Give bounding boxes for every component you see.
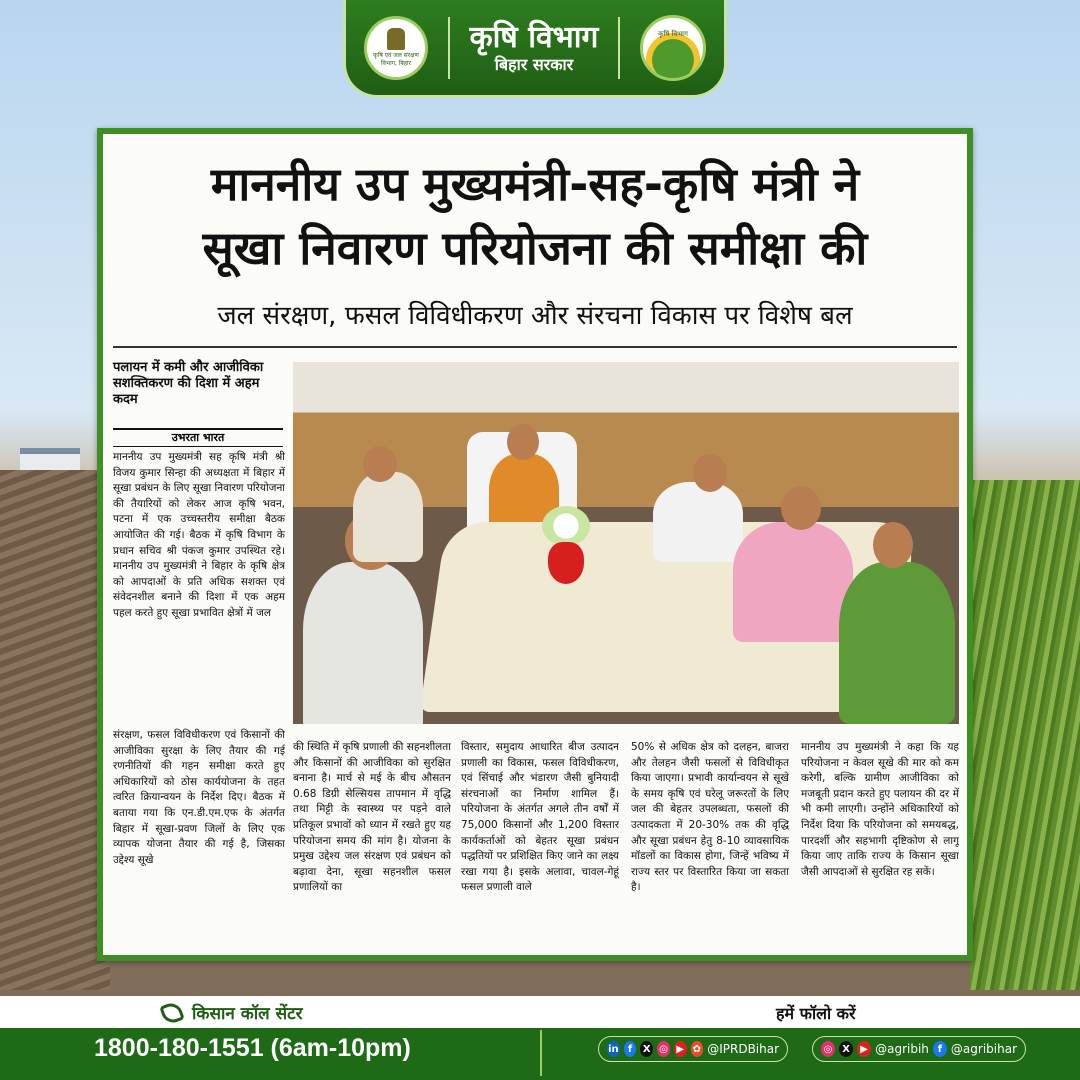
photo-person — [303, 562, 423, 724]
call-center-label — [162, 1001, 303, 1024]
iprd-handle[interactable]: @IPRDBihar — [707, 1042, 780, 1056]
headline-line-2: सूखा निवारण परियोजना की समीक्षा की — [202, 221, 868, 275]
ashoka-emblem-icon — [387, 28, 405, 50]
article-column-1-top: माननीय उप मुख्यमंत्री सह कृषि मंत्री श्री विजय कुमार सिन्हा की अध्यक्षता में बिहार में सूखा प्रबंधन के लिए सूखा निवारण परियोजना की तैयारियों को लेकर आज कृषि भवन, पटना में एक उच्चस्तरीय समीक्षा बैठक आयोजित की गई। बैठक में कृषि विभाग के प्रधान सचिव श्री पंकज कुमार उपस्थित रहे। माननीय उप मुख्यमंत्री ने बिहार के कृषि क्षेत्र को आपदाओं के प्रति अधिक सशक्त एवं संवेदनशील बनाने की दिशा में एक अहम पहल करते हुए सूखा प्रभावित क्षेत्रों में जल — [113, 451, 285, 619]
background-field-right — [970, 480, 1080, 990]
footer-divider — [540, 1030, 542, 1076]
department-emblem-logo — [364, 16, 428, 80]
background-house — [20, 448, 80, 472]
x-twitter-icon[interactable]: X — [640, 1041, 653, 1057]
article-column-2: की स्थिति में कृषि प्रणाली की सहनशीलता और किसानों की आजीविका को सुरक्षित बनाना है। मार्च से मई के बीच औसतन 0.68 डिग्री सेल्सियस तापमान में वृद्धि तथा मिट्टी के स्वास्थ्य पर पड़ने वाले प्रतिकूल प्रभावों को ध्यान में रखते हुए यह परियोजना समय की मांग है। योजना के प्रमुख उद्देश्य जल संरक्षण एवं प्रबंधन को बढ़ावा देना, सूखा सहनशील फसल प्रणालियों का — [293, 741, 451, 894]
photo-head — [873, 522, 913, 568]
header-divider — [618, 17, 620, 79]
article-subheadline: जल संरक्षण, फसल विविधीकरण और संरचना विकास पर विशेष बल — [217, 301, 853, 331]
newspaper-clipping — [97, 128, 973, 961]
social-links-iprd — [598, 1036, 788, 1062]
photo-person — [653, 482, 743, 562]
youtube-icon[interactable]: ▶ — [857, 1041, 871, 1057]
meeting-photo — [293, 362, 959, 724]
social-links-agri — [812, 1036, 1026, 1062]
source-label: उभरता भारत — [113, 428, 283, 447]
photo-person — [839, 562, 955, 724]
article-column-5: माननीय उप मुख्यमंत्री ने कहा कि यह परियोजना न केवल सूखे की मार को कम करेगी, बल्कि ग्रामीण आजीविका को मजबूती प्रदान करते हुए पलायन की दर में भी कमी लाएगी। उन्होंने अधिकारियों को निर्देश दिया कि परियोजना को समयबद्ध, पारदर्शी और सहभागी दृष्टिकोण से लागू किया जाए ताकि राज्य के किसान सूखा जैसी आपदाओं से सुरक्षित रह सकें। — [801, 741, 959, 878]
agri-handle-1[interactable]: @agribih — [875, 1042, 929, 1056]
photo-person — [733, 522, 853, 642]
article-column-1-bottom: संरक्षण, फसल विविधीकरण एवं किसानों की आजीविका सुरक्षा के लिए तैयार की गई रणनीतियों की गहन समीक्षा करते हुए अधिकारियों को ठोस कार्ययोजना के तहत त्वरित क्रियान्वयन के निर्देश दिए। बैठक में बताया गया कि एन.डी.एम.एफ के अंतर्गत बिहार में सूखा-प्रवण जिलों के लिए एक व्यापक योजना तैयार की गई है, जिसका उद्देश्य सूखे — [113, 729, 285, 866]
headline-line-1: माननीय उप मुख्यमंत्री-सह-कृषि मंत्री ने — [210, 157, 860, 211]
facebook-icon[interactable]: f — [624, 1041, 637, 1057]
header-text — [470, 21, 599, 75]
krishi-vibhag-logo — [640, 15, 706, 81]
article-headline — [103, 152, 967, 280]
facebook-icon[interactable]: f — [933, 1041, 947, 1057]
instagram-icon[interactable]: ◎ — [657, 1041, 670, 1057]
linkedin-icon[interactable]: in — [607, 1041, 620, 1057]
photo-head — [781, 486, 821, 530]
x-twitter-icon[interactable]: X — [839, 1041, 853, 1057]
koo-icon[interactable]: ✿ — [691, 1041, 704, 1057]
article-column-3: विस्तार, समुदाय आधारित बीज उत्पादन प्रणाली का विकास, फसल विविधीकरण, एवं सिंचाई और भंडारण जैसी बुनियादी संरचनाओं का निर्माण शामिल हैं।परियोजना के अंतर्गत अगले तीन वर्षों में 75,000 किसानों और 1,200 विस्तार कार्यकर्ताओं को बेहतर सूखा प्रबंधन पद्धतियों पर प्रशिक्षित किए जाने का लक्ष्य रखा गया है। इसके अलावा, चावल-गेहूं फसल प्रणाली वाले — [461, 741, 619, 894]
helpline-number[interactable]: 1800-180-1551 (6am-10pm) — [94, 1034, 411, 1062]
follow-us-label: हमें फॉलो करें — [776, 1004, 856, 1023]
photo-head — [363, 446, 397, 482]
photo-head — [507, 424, 539, 460]
call-center-text: किसान कॉल सेंटर — [192, 1004, 303, 1024]
photo-person — [353, 472, 423, 562]
header-banner — [343, 0, 727, 98]
phone-icon — [159, 1000, 185, 1026]
article-column-4: 50% से अधिक क्षेत्र को दलहन, बाजरा और तेलहन जैसी फसलों से विविधीकृत किया जाएगा। प्रभावी कार्यान्वयन से सूखे के समय कृषि एवं घरेलू जरूरतों के लिए जल की बेहतर उपलब्धता, फसलों की उत्पादकता में 20-30% तक की वृद्धि और सूखा प्रबंधन हेतु 8-10 व्यावसायिक मॉडलों का विकास होगा, जिन्हें भविष्य में राज्य स्तर पर विस्तारित किया जा सकता है। — [631, 741, 789, 894]
header-title: कृषि विभाग — [469, 19, 599, 55]
photo-vase — [548, 542, 584, 584]
photo-flowers — [542, 506, 590, 546]
sidebar-title: पलायन में कमी और आजीविका सशक्तिकरण की दिशा में अहम कदम — [113, 360, 264, 407]
agri-handle-2[interactable]: @agribihar — [950, 1042, 1018, 1056]
header-divider — [448, 17, 450, 79]
background-field-left — [0, 470, 110, 990]
divider-rule — [113, 346, 957, 348]
left-logo-text: कृषि एवं जल संरक्षण विभाग, बिहार — [373, 51, 419, 67]
youtube-icon[interactable]: ▶ — [674, 1041, 687, 1057]
header-subtitle: बिहार सरकार — [494, 54, 574, 74]
right-logo-text: कृषि विभाग — [658, 29, 688, 38]
instagram-icon[interactable]: ◎ — [821, 1041, 835, 1057]
photo-head — [693, 454, 727, 492]
